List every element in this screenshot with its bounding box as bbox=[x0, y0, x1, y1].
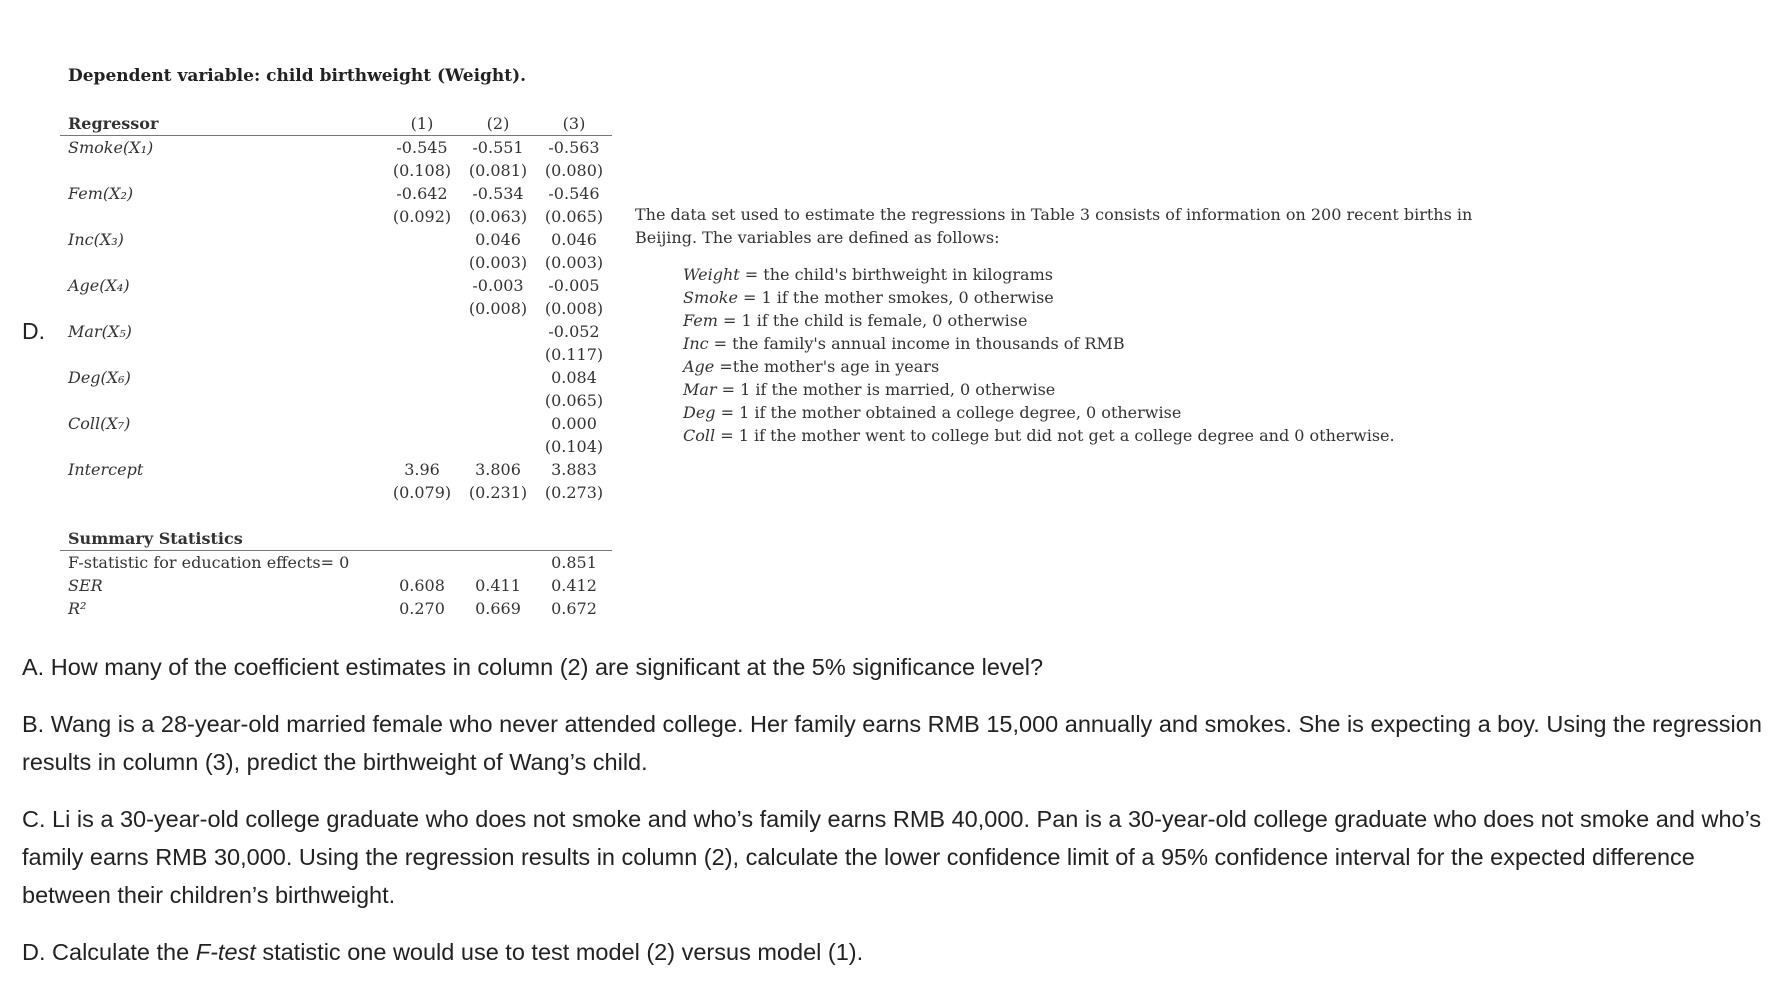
regressor-label: Mar(X₅) bbox=[68, 322, 132, 341]
se-cell: (0.117) bbox=[544, 345, 604, 364]
se-cell bbox=[384, 435, 460, 458]
definition-line bbox=[683, 424, 1395, 447]
coef-cell bbox=[384, 366, 460, 389]
definition-text: = 1 if the mother obtained a college degree, 0 otherwise bbox=[715, 403, 1182, 422]
summary-header: Summary Statistics bbox=[60, 527, 612, 551]
se-cell: (0.008) bbox=[544, 299, 604, 318]
se-cell: (0.092) bbox=[392, 207, 452, 226]
definition-variable: Deg bbox=[683, 403, 716, 422]
se-cell: (0.079) bbox=[392, 483, 452, 502]
coef-cell bbox=[384, 412, 460, 435]
se-spacer bbox=[60, 343, 384, 366]
coef-row bbox=[60, 182, 612, 205]
regression-table bbox=[60, 112, 612, 504]
coef-cell: -0.546 bbox=[548, 184, 600, 203]
regressor-label: Deg(X₆) bbox=[68, 368, 131, 387]
part-d-label: D. bbox=[22, 318, 45, 344]
se-cell: (0.003) bbox=[468, 253, 528, 272]
question-b: B. Wang is a 28-year-old married female who never attended college. Her family earns RMB 15,000 annually and smokes. She is expecting a boy. Using the regression results in column (3), predict the birthweight of Wang’s child. bbox=[22, 711, 1762, 775]
summary-cell: 0.672 bbox=[551, 599, 597, 618]
definition-variable: Inc bbox=[683, 334, 709, 353]
definition-variable: Fem bbox=[683, 311, 718, 330]
se-cell: (0.065) bbox=[544, 391, 604, 410]
coef-row bbox=[60, 320, 612, 343]
coef-cell bbox=[460, 412, 536, 435]
se-cell bbox=[460, 389, 536, 412]
coef-cell: 0.084 bbox=[551, 368, 597, 387]
se-cell: (0.080) bbox=[544, 161, 604, 180]
variable-definitions bbox=[683, 263, 1395, 447]
coef-cell: 0.000 bbox=[551, 414, 597, 433]
regressor-label: Inc(X₃) bbox=[68, 230, 124, 249]
se-row bbox=[60, 343, 612, 366]
definition-line bbox=[683, 263, 1395, 286]
regressor-label: Age(X₄) bbox=[68, 276, 130, 295]
coef-cell: -0.003 bbox=[472, 276, 524, 295]
definition-line bbox=[683, 401, 1395, 424]
question-d-prefix: D. Calculate the bbox=[22, 939, 196, 965]
coef-cell: -0.545 bbox=[396, 138, 448, 157]
coef-cell: 3.96 bbox=[404, 460, 440, 479]
summary-row bbox=[60, 597, 612, 620]
question-d bbox=[22, 933, 1762, 971]
definition-text: = 1 if the child is female, 0 otherwise bbox=[717, 311, 1028, 330]
question-a: A. How many of the coefficient estimates in column (2) are significant at the 5% significance level? bbox=[22, 654, 1044, 680]
summary-label: R² bbox=[68, 599, 87, 618]
question-d-suffix: statistic one would use to test model (2) versus model (1). bbox=[255, 939, 864, 965]
se-cell: (0.081) bbox=[468, 161, 528, 180]
summary-cell: 0.412 bbox=[551, 576, 597, 595]
column-header-2: (2) bbox=[460, 112, 536, 136]
se-row bbox=[60, 481, 612, 504]
summary-cell bbox=[384, 551, 460, 575]
se-cell: (0.008) bbox=[468, 299, 528, 318]
coef-cell: -0.005 bbox=[548, 276, 600, 295]
se-row bbox=[60, 435, 612, 458]
se-cell: (0.104) bbox=[544, 437, 604, 456]
se-spacer bbox=[60, 159, 384, 182]
definition-text: = the family's annual income in thousands of RMB bbox=[708, 334, 1125, 353]
coef-row bbox=[60, 412, 612, 435]
definition-text: = the child's birthweight in kilograms bbox=[739, 265, 1053, 284]
se-row bbox=[60, 159, 612, 182]
se-cell: (0.003) bbox=[544, 253, 604, 272]
question-d-emph: F-test bbox=[195, 939, 256, 965]
se-row bbox=[60, 205, 612, 228]
se-row bbox=[60, 389, 612, 412]
se-spacer bbox=[60, 297, 384, 320]
column-header-3: (3) bbox=[536, 112, 612, 136]
coef-row bbox=[60, 458, 612, 481]
summary-cell: 0.608 bbox=[399, 576, 445, 595]
summary-row bbox=[60, 574, 612, 597]
coef-cell: -0.642 bbox=[396, 184, 448, 203]
se-cell bbox=[384, 389, 460, 412]
coef-cell: 0.046 bbox=[551, 230, 597, 249]
coef-cell: -0.563 bbox=[548, 138, 600, 157]
regressor-label: Intercept bbox=[68, 460, 144, 479]
definition-line bbox=[683, 309, 1395, 332]
definition-variable: Smoke bbox=[683, 288, 738, 307]
se-cell: (0.063) bbox=[468, 207, 528, 226]
se-spacer bbox=[60, 205, 384, 228]
regressor-label: Smoke(X₁) bbox=[68, 138, 154, 157]
regressor-label: Coll(X₇) bbox=[68, 414, 131, 433]
se-spacer bbox=[60, 251, 384, 274]
se-cell bbox=[384, 251, 460, 274]
se-row bbox=[60, 297, 612, 320]
se-cell bbox=[460, 435, 536, 458]
definition-variable: Age bbox=[683, 357, 715, 376]
se-cell bbox=[460, 343, 536, 366]
definition-variable: Mar bbox=[683, 380, 717, 399]
summary-header-row bbox=[60, 527, 612, 551]
questions bbox=[22, 648, 1762, 990]
definition-variable: Coll bbox=[683, 426, 716, 445]
coef-cell bbox=[460, 320, 536, 343]
column-header-1: (1) bbox=[384, 112, 460, 136]
data-description: The data set used to estimate the regressions in Table 3 consists of information on 200 recent births in Beijing. The variables are defined as follows: bbox=[635, 205, 1473, 247]
coef-cell bbox=[384, 320, 460, 343]
summary-cell bbox=[460, 551, 536, 575]
coef-cell: -0.534 bbox=[472, 184, 524, 203]
definition-line bbox=[683, 378, 1395, 401]
se-cell: (0.108) bbox=[392, 161, 452, 180]
se-spacer bbox=[60, 389, 384, 412]
summary-label: F-statistic for education effects= 0 bbox=[68, 553, 350, 572]
summary-cell: 0.270 bbox=[399, 599, 445, 618]
definition-text: = 1 if the mother smokes, 0 otherwise bbox=[737, 288, 1054, 307]
coef-row bbox=[60, 366, 612, 389]
coef-cell: 0.046 bbox=[475, 230, 521, 249]
definition-variable: Weight bbox=[683, 265, 740, 284]
coef-cell bbox=[384, 274, 460, 297]
definition-line bbox=[683, 355, 1395, 378]
coef-cell: -0.551 bbox=[472, 138, 524, 157]
definition-text: = 1 if the mother is married, 0 otherwise bbox=[716, 380, 1056, 399]
summary-cell: 0.851 bbox=[551, 553, 597, 572]
se-cell bbox=[384, 343, 460, 366]
se-cell: (0.273) bbox=[544, 483, 604, 502]
question-c: C. Li is a 30-year-old college graduate who does not smoke and who’s family earns RMB 40,000. Pan is a 30-year-old college graduate who does not smoke and who’s family earns RMB 30,000. Using the regression results in column (2), calculate the lower confidence limit of a 95% confidence interval for the expected difference between their children’s birthweight. bbox=[22, 806, 1762, 908]
definition-text: =the mother's age in years bbox=[714, 357, 940, 376]
summary-label: SER bbox=[68, 576, 103, 595]
regressor-label: Fem(X₂) bbox=[68, 184, 134, 203]
coef-row bbox=[60, 274, 612, 297]
coef-row bbox=[60, 228, 612, 251]
regressor-header: Regressor bbox=[60, 112, 384, 136]
coef-cell: 3.883 bbox=[551, 460, 597, 479]
regression-header-row bbox=[60, 112, 612, 136]
definition-text: = 1 if the mother went to college but did not get a college degree and 0 otherwise. bbox=[715, 426, 1395, 445]
definition-line bbox=[683, 332, 1395, 355]
summary-row bbox=[60, 551, 612, 575]
summary-table bbox=[60, 527, 612, 620]
summary-cell: 0.669 bbox=[475, 599, 521, 618]
se-cell bbox=[384, 297, 460, 320]
coef-cell: 3.806 bbox=[475, 460, 521, 479]
table-title: Dependent variable: child birthweight (Weight). bbox=[68, 66, 527, 86]
coef-cell bbox=[384, 228, 460, 251]
se-spacer bbox=[60, 435, 384, 458]
coef-cell: -0.052 bbox=[548, 322, 600, 341]
summary-cell: 0.411 bbox=[475, 576, 521, 595]
se-spacer bbox=[60, 481, 384, 504]
se-row bbox=[60, 251, 612, 274]
se-cell: (0.065) bbox=[544, 207, 604, 226]
coef-row bbox=[60, 136, 612, 160]
coef-cell bbox=[460, 366, 536, 389]
se-cell: (0.231) bbox=[468, 483, 528, 502]
definition-line bbox=[683, 286, 1395, 309]
